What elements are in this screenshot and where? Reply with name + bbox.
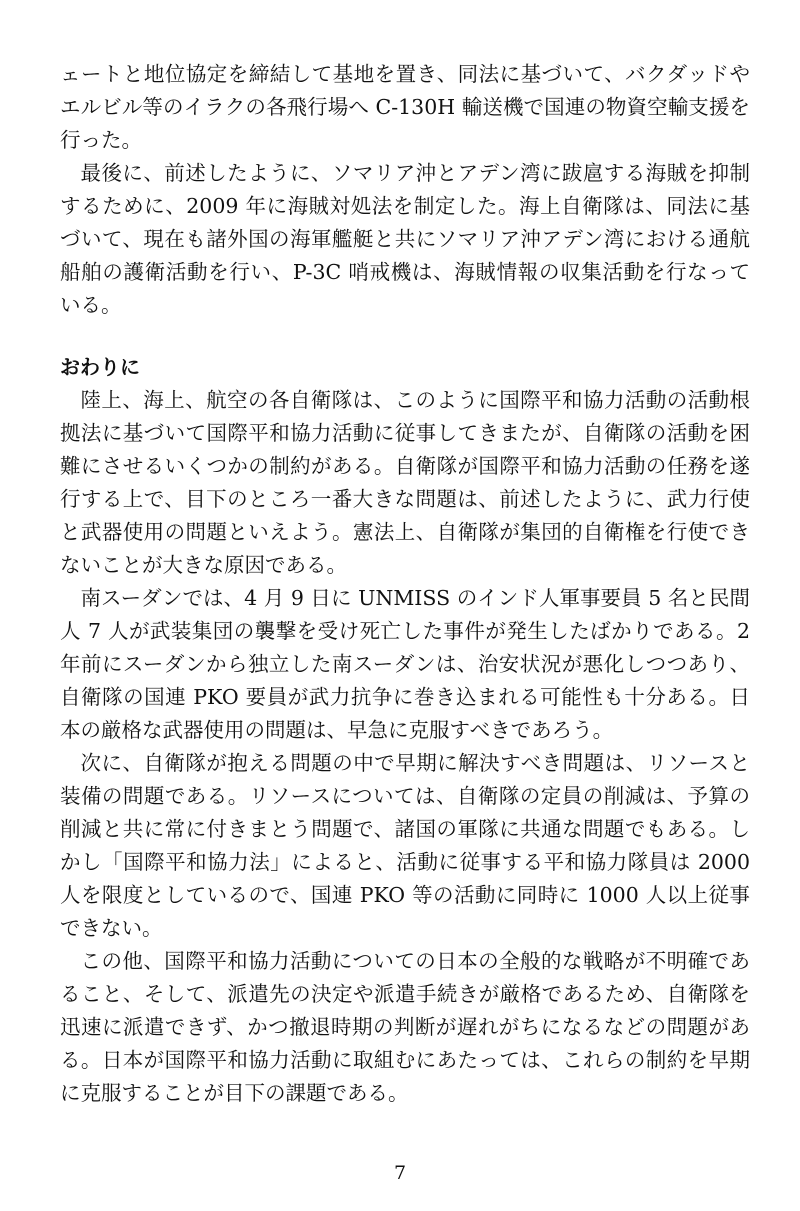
body-paragraph: 次に、自衛隊が抱える問題の中で早期に解決すべき問題は、リソースと装備の問題である。リソースについては、自衛隊の定員の削減は、予算の削減と共に常に付きまとう問題で、諸国の軍隊に共通な問題でもある。しかし「国際平和協力法」によると、活動に従事する平和協力隊員は 2000 人を限度としているので、国連 PKO 等の活動に同時に 1000 人以上従事できない。: [60, 751, 750, 940]
section-heading: おわりに: [60, 355, 140, 379]
body-paragraph: 陸上、海上、航空の各自衛隊は、このように国際平和協力活動の活動根拠法に基づいて国際平和協力活動に従事してきまたが、自衛隊の活動を困難にさせるいくつかの制約がある。自衛隊が国際平和協力活動の任務を遂行する上で、目下のところ一番大きな問題は、前述したように、武力行使と武器使用の問題といえよう。憲法上、自衛隊が集団的自衛権を行使できないことが大きな原因である。: [60, 388, 750, 577]
intro-paragraph-continued: ェートと地位協定を締結して基地を置き、同法に基づいて、バクダッドやエルビル等のイラクの各飛行場へ C-130H 輸送機で国連の物資空輸支援を行った。: [60, 62, 750, 152]
body-paragraph: この他、国際平和協力活動についての日本の全般的な戦略が不明確であること、そして、派遣先の決定や派遣手続きが厳格であるため、自衛隊を迅速に派遣できず、かつ撤退時期の判断が遅れがちになるなどの問題がある。日本が国際平和協力活動に取組むにあたっては、これらの制約を早期に克服することが目下の課題である。: [60, 949, 750, 1105]
body-paragraph: 南スーダンでは、4 月 9 日に UNMISS のインド人軍事要員 5 名と民間人 7 人が武装集団の襲撃を受け死亡した事件が発生したばかりである。2 年前にスーダンから独立した南スーダンは、治安状況が悪化しつつあり、自衛隊の国連 PKO 要員が武力抗争に巻き込まれる可能性も十分ある。日本の厳格な武器使用の問題は、早急に克服すべきであろう。: [60, 586, 750, 742]
intro-paragraph: 最後に、前述したように、ソマリア沖とアデン湾に跋扈する海賊を抑制するために、2009 年に海賊対処法を制定した。海上自衛隊は、同法に基づいて、現在も諸外国の海軍艦艇と共にソマリア沖アデン湾における通航船舶の護衛活動を行い、P-3C 哨戒機は、海賊情報の収集活動を行なっている。: [60, 161, 750, 317]
document-body: [60, 58, 750, 1110]
page-number: 7: [393, 1162, 407, 1184]
